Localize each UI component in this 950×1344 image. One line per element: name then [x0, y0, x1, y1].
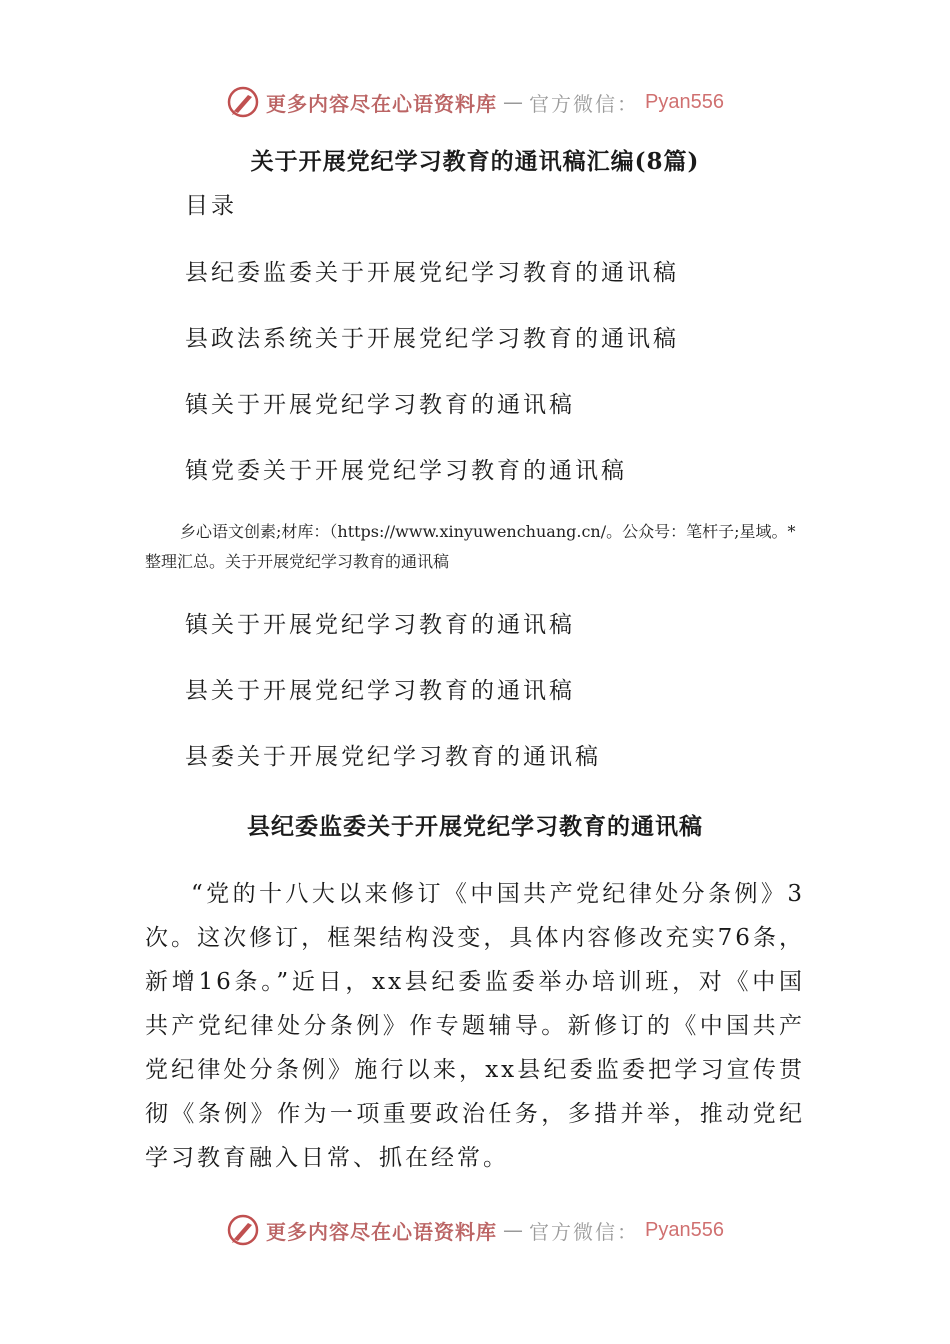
- section-title: 县纪委监委关于开展党纪学习教育的通讯稿: [247, 813, 703, 840]
- header-banner: [0, 82, 950, 122]
- banner-wechat-id: Pyan556: [645, 90, 724, 113]
- pen-logo-icon: [226, 85, 260, 119]
- banner-wechat-label: 官方微信：: [529, 1219, 640, 1244]
- banner-wechat-id: Pyan556: [645, 1218, 724, 1241]
- banner-text: 更多内容尽在心语资料库: [266, 91, 498, 116]
- banner-wechat-label: 官方微信：: [529, 91, 640, 116]
- document-title: 关于开展党纪学习教育的通讯稿汇编(8篇): [250, 148, 700, 175]
- pen-logo-icon: [226, 1213, 260, 1247]
- toc-item[interactable]: 镇关于开展党纪学习教育的通讯稿: [185, 612, 575, 638]
- toc-item[interactable]: 镇关于开展党纪学习教育的通讯稿: [185, 392, 575, 418]
- footer-banner: [0, 1210, 950, 1250]
- toc-item[interactable]: 县关于开展党纪学习教育的通讯稿: [185, 678, 575, 704]
- toc-label: 目录: [185, 193, 237, 219]
- toc-item[interactable]: 县委关于开展党纪学习教育的通讯稿: [185, 744, 601, 770]
- body-paragraph: “党的十八大以来修订《中国共产党纪律处分条例》3次。这次修订，框架结构没变，具体内容修改充实76条，新增16条。”近日，xx县纪委监委举办培训班，对《中国共产党纪律处分条例》作专题辅导。新修订的《中国共产党纪律处分条例》施行以来，xx县纪委监委把学习宣传贯彻《条例》作为一项重要政治任务，多措并举，推动党纪学习教育融入日常、抓在经常。: [145, 881, 805, 1171]
- source-note: 乡心语文创素;材库：（https://www.xinyuwenchuang.cn/。公众号：笔杆子;星域。*整理汇总。关于开展党纪学习教育的通讯稿: [145, 522, 796, 571]
- toc-item[interactable]: 镇党委关于开展党纪学习教育的通讯稿: [185, 458, 627, 484]
- toc-item[interactable]: 县纪委监委关于开展党纪学习教育的通讯稿: [185, 260, 679, 286]
- toc-item[interactable]: 县政法系统关于开展党纪学习教育的通讯稿: [185, 326, 679, 352]
- banner-text: 更多内容尽在心语资料库: [266, 1219, 498, 1244]
- banner-separator: —: [503, 90, 524, 114]
- banner-separator: —: [503, 1218, 524, 1242]
